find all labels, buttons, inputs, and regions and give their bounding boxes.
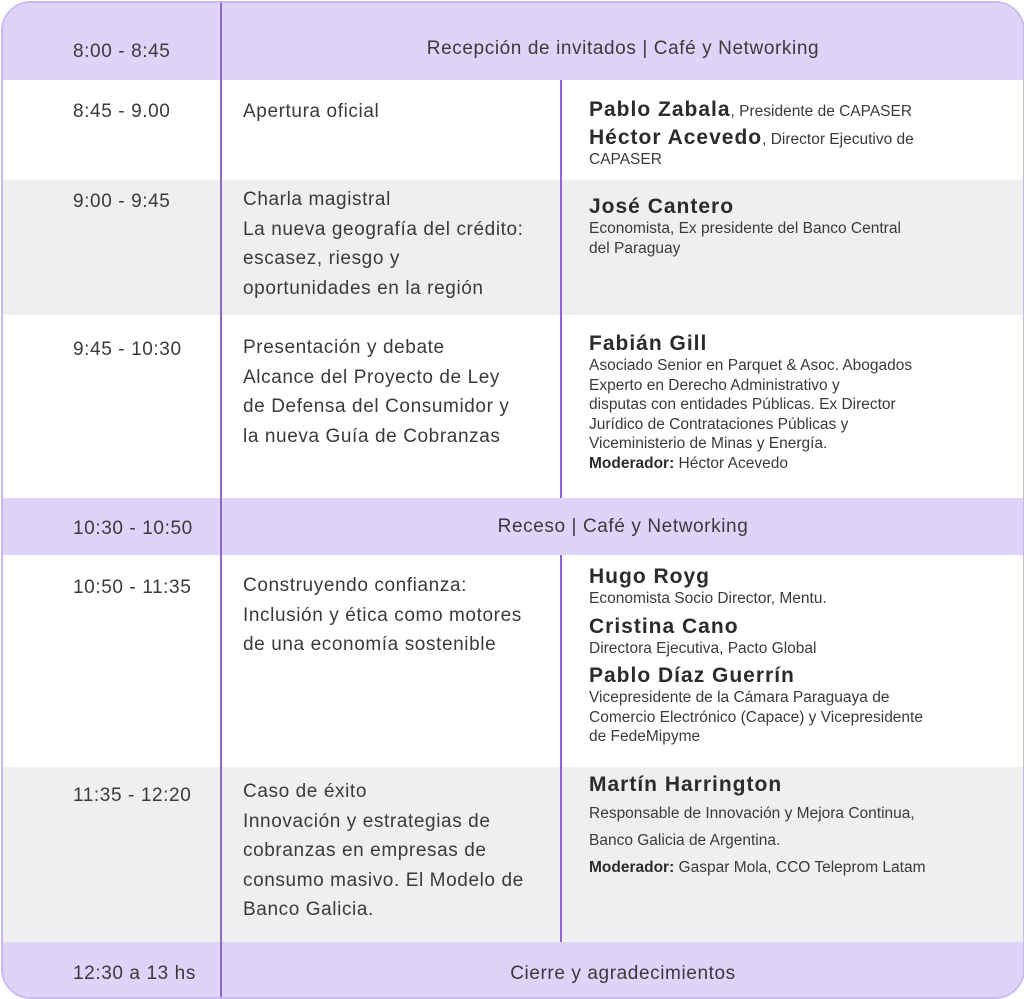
- agenda-row-opening: [3, 80, 1023, 180]
- topic-line: Innovación y estrategias de: [243, 810, 491, 832]
- topic-cell: [243, 333, 553, 451]
- speaker-role: Economista Socio Director, Mentu.: [589, 590, 827, 607]
- speakers-cell: [589, 332, 1009, 473]
- topic-cell: [243, 97, 553, 127]
- time-cell: 8:45 - 9.00: [73, 101, 171, 122]
- agenda-row-reception: [3, 3, 1023, 80]
- time-cell: 12:30 a 13 hs: [73, 963, 196, 984]
- moderator-label: Moderador:: [589, 859, 675, 876]
- speaker-role: disputas con entidades Públicas. Ex Director: [589, 396, 896, 413]
- topic-cell: [243, 777, 553, 925]
- session-title: Receso | Café y Networking: [497, 516, 749, 537]
- agenda-row-case: [3, 767, 1023, 942]
- speakers-cell: [589, 565, 1009, 747]
- topic-line: de Defensa del Consumidor y: [243, 396, 510, 417]
- topic-cell: [243, 185, 553, 303]
- speaker-role: Vicepresidente de la Cámara Paraguaya de: [589, 689, 890, 706]
- topic-line: Banco Galicia.: [243, 899, 374, 920]
- moderator-name: Héctor Acevedo: [674, 454, 788, 472]
- speaker-role: , Presidente de CAPASER: [730, 103, 913, 120]
- speaker-role: Banco Galicia de Argentina.: [589, 832, 781, 849]
- speaker-role: Viceministerio de Minas y Energía.: [589, 435, 828, 452]
- agenda-table: [1, 1, 1024, 999]
- speaker-role: Asociado Senior en Parquet & Asoc. Abogados: [589, 357, 913, 374]
- topic-line: consumo masivo. El Modelo de: [243, 869, 524, 891]
- speaker-name: José Cantero: [589, 195, 735, 218]
- topic-line: la nueva Guía de Cobranzas: [243, 425, 501, 447]
- speaker-name: Hugo Royg: [589, 565, 710, 588]
- speaker-role: Jurídico de Contrataciones Públicas y: [589, 415, 849, 433]
- speaker-role: del Paraguay: [589, 239, 681, 257]
- speaker-name: Cristina Cano: [589, 614, 739, 638]
- session-title: Cierre y agradecimientos: [510, 963, 736, 984]
- time-cell: 9:00 - 9:45: [73, 191, 171, 212]
- speaker-role: Economista, Ex presidente del Banco Central: [589, 220, 901, 237]
- agenda-row-closing: [3, 942, 1023, 999]
- speaker-role: CAPASER: [589, 151, 662, 168]
- agenda-row-trust: [3, 555, 1023, 767]
- speaker-column-divider: [560, 555, 562, 942]
- speaker-role: Directora Ejecutiva, Pacto Global: [589, 639, 817, 657]
- moderator-name: Gaspar Mola, CCO Teleprom Latam: [674, 859, 926, 876]
- time-cell: 10:50 - 11:35: [73, 577, 192, 598]
- speaker-role: Experto en Derecho Administrativo y: [589, 376, 840, 394]
- topic-line: escasez, riesgo y: [243, 248, 400, 269]
- time-cell: 8:00 - 8:45: [73, 41, 171, 62]
- moderator-label: Moderador:: [589, 454, 675, 472]
- speakers-cell: [589, 98, 1009, 170]
- speaker-role: Responsable de Innovación y Mejora Continua,: [589, 805, 915, 822]
- topic-line: Inclusión y ética como motores: [243, 604, 522, 626]
- moderator-line: [589, 854, 1009, 881]
- speaker-name: Fabián Gill: [589, 332, 708, 355]
- speaker-role: Comercio Electrónico (Capace) y Vicepresidente: [589, 708, 923, 726]
- time-cell: 9:45 - 10:30: [73, 339, 182, 360]
- topic-line: Caso de éxito: [243, 781, 367, 802]
- topic-line: Construyendo confianza:: [243, 575, 467, 596]
- speaker-role: de FedeMipyme: [589, 728, 701, 745]
- speaker-entry: [589, 126, 1009, 150]
- topic-line: La nueva geografía del crédito:: [243, 218, 524, 240]
- topic-line: Apertura oficial: [243, 101, 380, 122]
- session-title: Recepción de invitados | Café y Networking: [426, 38, 820, 59]
- time-cell: 10:30 - 10:50: [73, 518, 193, 539]
- speaker-role: , Director Ejecutivo de: [762, 131, 914, 148]
- topic-line: Presentación y debate: [243, 337, 445, 358]
- topic-line: cobranzas en empresas de: [243, 840, 487, 861]
- speaker-name: Héctor Acevedo: [589, 126, 763, 149]
- speakers-cell: [589, 773, 1009, 881]
- moderator-line: [589, 454, 1009, 474]
- speaker-name: Pablo Zabala: [589, 98, 731, 121]
- speakers-cell: [589, 195, 1009, 258]
- agenda-row-break: [3, 498, 1023, 555]
- time-column-divider: [220, 3, 222, 999]
- topic-line: Alcance del Proyecto de Ley: [243, 366, 501, 388]
- speaker-entry: [589, 98, 1009, 122]
- topic-line: oportunidades en la región: [243, 277, 484, 299]
- topic-cell: [243, 571, 553, 660]
- speaker-name: Pablo Díaz Guerrín: [589, 664, 795, 687]
- speaker-name: Martín Harrington: [589, 773, 783, 796]
- agenda-row-debate: [3, 315, 1023, 498]
- time-cell: 11:35 - 12:20: [73, 785, 192, 806]
- agenda-row-keynote: [3, 180, 1023, 315]
- topic-line: Charla magistral: [243, 189, 391, 210]
- speaker-column-divider: [560, 80, 562, 498]
- topic-line: de una economía sostenible: [243, 634, 497, 655]
